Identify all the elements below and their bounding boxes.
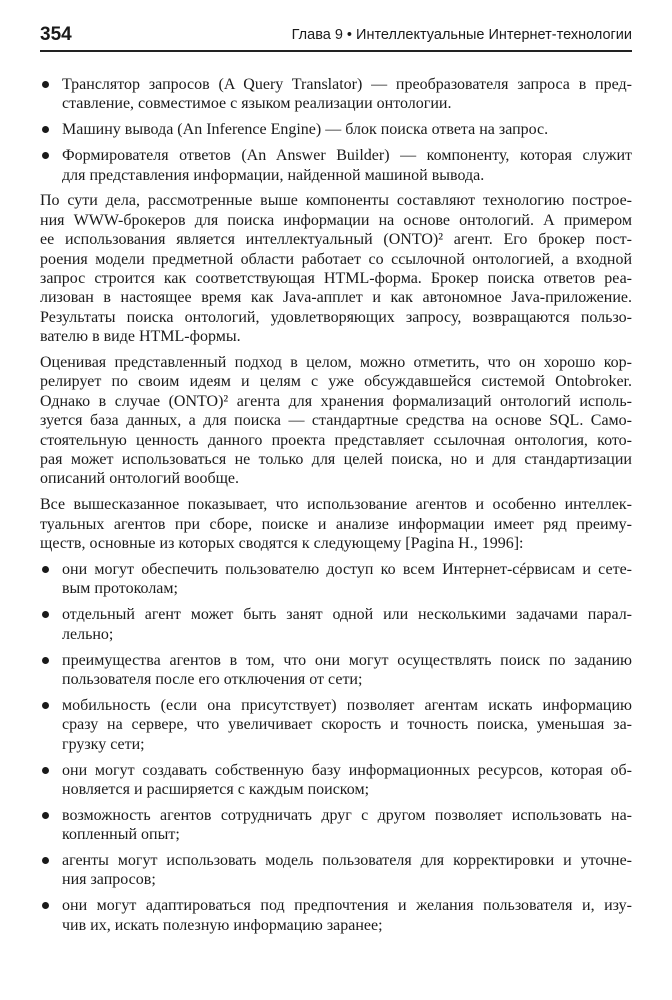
text-line: Однако в случае (ONTO)² агента для хранения формализаций онтологий исполь- xyxy=(40,392,632,410)
text-line: возможность агентов сотрудничать друг с другом позволяет использовать на- xyxy=(62,806,632,824)
bullet-icon xyxy=(42,657,49,664)
bullet-item xyxy=(40,75,632,114)
bullet-icon xyxy=(42,611,49,618)
paragraph xyxy=(40,191,632,346)
bullet-item xyxy=(40,851,632,890)
page-body xyxy=(40,75,632,942)
text-line: ее использования является интеллектуальный (ONTO)² агент. Его брокер пост- xyxy=(40,231,632,249)
text-line: запрос строится как соответствующая HTML-форма. Брокер поиска ответов реа- xyxy=(40,270,632,288)
text-line: грузку сети; xyxy=(62,735,145,753)
text-line: агенты могут использовать модель пользователя для корректировки и уточне- xyxy=(62,852,632,870)
bullet-item xyxy=(40,761,632,800)
text-line: Все вышесказанное показывает, что использование агентов и особенно интеллек- xyxy=(40,496,632,514)
text-line: ществ, основные из которых сводятся к следующему [Pagina H., 1996]: xyxy=(40,535,524,553)
text-line: По сути дела, рассмотренные выше компоненты составляют технологию построе- xyxy=(40,192,632,210)
bullet-icon xyxy=(42,812,49,819)
text-line: описаний онтологий вообще. xyxy=(40,470,240,488)
text-line: вателю в виде HTML-формы. xyxy=(40,328,241,346)
bullet-item xyxy=(40,605,632,644)
page-header xyxy=(40,24,632,52)
paragraph xyxy=(40,495,632,553)
text-line: они могут обеспечить пользователю доступ ко всем Интернет-сéрвисам и сете- xyxy=(62,560,632,578)
text-line: пользователя после его отключения от сети; xyxy=(62,670,363,688)
text-line: зуется база данных, а для поиска — стандартные средства на основе SQL. Само- xyxy=(40,412,632,430)
text-line: мобильность (если она присутствует) позволяет агентам искать информацию xyxy=(62,696,632,714)
paragraph xyxy=(40,353,632,489)
text-line: преимущества агентов в том, что они могут осуществлять поиск по заданию xyxy=(62,651,632,669)
text-line: для представления информации, найденной машиной вывода. xyxy=(62,166,485,184)
text-line: Результаты поиска онтологий, удовлетворяющих запросу, возвращаются пользо- xyxy=(40,308,632,326)
text-line: релирует по своим идеям и целям с уже обсуждавшейся системой Ontobroker. xyxy=(40,373,632,391)
page-number: 354 xyxy=(40,24,72,45)
text-line: сразу на сервере, что увеличивает скорость и точность поиска, уменьшая за- xyxy=(62,716,632,734)
bullet-icon xyxy=(42,126,49,133)
bullet-item xyxy=(40,896,632,935)
text-line: они могут адаптироваться под предпочтения и желания пользователя и, изу- xyxy=(62,897,632,915)
running-title: Глава 9 • Интеллектуальные Интернет-технологии xyxy=(291,27,632,43)
bullet-icon xyxy=(42,902,49,909)
text-line: отдельный агент может быть занят одной или несколькими задачами парал- xyxy=(62,606,632,624)
text-line: новляется и расширяется с каждым поиском; xyxy=(62,780,370,798)
text-line: стоятельную ценность данного проекта представляет ссылочная онтология, кото- xyxy=(40,431,632,449)
text-line: Транслятор запросов (A Query Translator) — преобразователя запроса в пред- xyxy=(62,76,632,93)
bullet-icon xyxy=(42,81,49,88)
bullet-item xyxy=(40,146,632,185)
text-line: ния запросов; xyxy=(62,871,156,889)
text-line: они могут создавать собственную базу информационных ресурсов, которая об- xyxy=(62,761,632,779)
text-line: ставление, совместимое с языком реализации онтологии. xyxy=(62,95,452,113)
bullet-icon xyxy=(42,702,49,709)
bullet-icon xyxy=(42,566,49,573)
text-line: туальных агентов при сборе, поиске и анализе информации имеет ряд преиму- xyxy=(40,515,632,533)
bullet-icon xyxy=(42,857,49,864)
bullet-icon xyxy=(42,152,49,159)
text-line: чив их, искать полезную информацию заранее; xyxy=(62,916,383,934)
text-line: лизован в настоящее время как Java-апплет и как автономное Java-приложение. xyxy=(40,289,632,307)
text-line: копленный опыт; xyxy=(62,826,180,844)
bullet-icon xyxy=(42,767,49,774)
bullet-item xyxy=(40,120,632,139)
text-line: лельно; xyxy=(62,625,114,643)
bullet-item xyxy=(40,806,632,845)
text-line: вым протоколам; xyxy=(62,580,178,598)
text-line: Оценивая представленный подход в целом, можно отметить, что он хорошо кор- xyxy=(40,354,632,372)
text-line: ния WWW-брокеров для поиска информации на основе онтологий. А примером xyxy=(40,211,632,229)
text-line: Машину вывода (An Inference Engine) — блок поиска ответа на запрос. xyxy=(62,121,549,139)
text-line: Формирователя ответов (An Answer Builder) — компоненту, которая служит xyxy=(62,147,632,165)
bullet-item xyxy=(40,651,632,690)
bullet-item xyxy=(40,560,632,599)
bullet-item xyxy=(40,696,632,754)
text-line: рая может использоваться не только для целей поиска, но и для стандартизации xyxy=(40,451,632,469)
text-line: роения модели предметной области работает со ссылочной онтологией, а входной xyxy=(40,250,632,268)
